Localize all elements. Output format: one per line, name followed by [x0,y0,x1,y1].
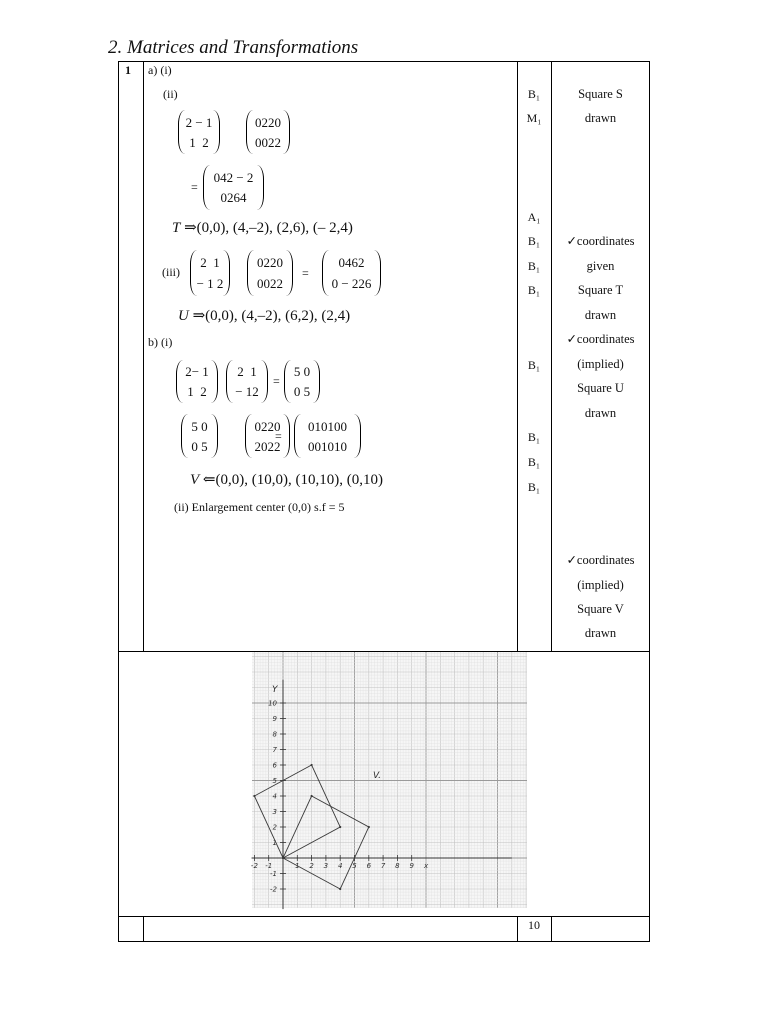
part-b-ii-answer: (ii) Enlargement center (0,0) s.f = 5 [174,500,345,514]
equals-sign: = [273,374,280,388]
bracket-right [283,414,290,458]
table-rule [517,61,518,651]
image-name: U [178,308,189,324]
bracket-right [286,250,293,296]
x-tick-label: 6 [366,862,372,870]
matrix-rows [196,252,224,294]
mark-award: B₁ [527,430,541,444]
table-rule [143,916,144,942]
matrix-rows [253,252,287,294]
x-tick-label: -2 [250,862,258,870]
bracket-right [283,110,290,154]
bracket-right [374,250,381,296]
vertex-point [253,795,255,797]
matrix-row: 1 2 [189,134,209,150]
bracket-right [261,360,268,403]
matrix-row: 0264 [220,190,247,206]
matrix-row: 2022 [254,438,281,454]
matrix-combined [181,414,218,458]
matrix-result-v [294,414,361,458]
coordinates-v [190,471,383,489]
matrix-row: 0 5 [191,438,208,454]
x-tick-label: 7 [380,862,386,870]
y-tick-label: 3 [272,808,277,816]
matrix-transform-a [178,110,220,154]
marker-comment: drawn [584,308,617,322]
marker-comment: ✓coordinates [566,234,635,248]
matrix-rows [300,416,355,456]
marker-comment: Square U [577,381,624,395]
matrix-result-t [203,165,264,210]
matrix-transform-b [190,250,230,296]
marker-comment: (implied) [577,357,624,371]
bracket-right [354,414,361,458]
matrix-rows [252,112,284,152]
vertex-point [339,888,341,890]
page-title: 2. Matrices and Transformations [108,37,359,58]
x-axis-label: x [424,862,429,870]
y-tick-label: 4 [272,792,277,801]
marker-comment: ✓coordinates [566,332,635,346]
matrix-row: 001010 [308,438,347,454]
matrix-square-s [247,250,293,296]
mark-award: B₁ [527,87,541,101]
y-tick-label: 1 [272,839,277,847]
mark-award: B₁ [527,358,541,372]
marker-comment: drawn [584,406,617,420]
mark-award: M₁ [526,111,542,125]
part-label-a-iii: (iii) [162,265,180,279]
matrix-row: 0022 [255,134,281,150]
x-tick-label: 5 [352,862,357,870]
marker-comment: drawn [584,111,617,125]
part-label-b-i: b) (i) [148,335,173,349]
matrix-square-s [245,414,290,458]
matrix-rows [232,362,262,401]
y-tick-label: -2 [270,885,277,894]
marker-comment: Square T [577,283,624,297]
matrix-rows [187,416,212,456]
matrix-rows [209,167,258,208]
y-axis-label: Y [272,685,278,695]
matrix-result-u [322,250,381,296]
y-tick-label: 8 [272,730,277,739]
coordinate-list: ⇒(0,0), (4,–2), (6,2), (2,4) [188,308,351,324]
matrix-row: 2 − 1 [185,114,213,130]
part-label-a-ii: (ii) [163,87,178,101]
vertex-point [282,857,284,859]
x-tick-label: -1 [265,862,273,870]
mark-award: A₁ [527,210,541,224]
matrix-transform-a [176,360,218,403]
matrix-row: 2 1 [200,255,220,270]
matrix-row: 0220 [257,255,283,270]
image-name: V [190,472,200,488]
matrix-row: 010100 [308,418,347,434]
matrix-row: 0022 [257,276,283,291]
matrix-row: 0220 [255,114,281,130]
equals-sign: = [191,180,198,194]
bracket-right [223,250,230,296]
equals-sign: = [302,266,309,280]
matrix-row: 0220 [254,418,281,434]
matrix-row: 5 0 [293,364,311,380]
marker-comment: given [586,259,615,273]
bracket-right [213,110,220,154]
matrix-row: 2 1 [237,364,257,380]
mark-award: B₁ [527,234,541,248]
x-tick-label: 1 [295,862,300,870]
total-marks: 10 [528,918,540,932]
matrix-rows [290,362,314,401]
question-number: 1 [125,63,131,77]
marker-comment: Square S [578,87,623,101]
bracket-right [313,360,320,403]
vertex-point [368,826,370,828]
y-tick-label: 2 [272,823,277,832]
matrix-row: 0 − 226 [331,276,372,291]
matrix-row: 1 2 [187,383,207,399]
x-tick-label: 4 [337,862,343,870]
transformation-graph [252,652,527,908]
vertex-point [339,826,341,828]
x-tick-label: 2 [309,862,314,870]
vertex-point [311,795,313,797]
coordinates-u [178,307,350,325]
y-tick-label: 6 [272,761,277,770]
matrix-rows [328,252,375,294]
bracket-right [257,165,264,210]
table-rule [143,61,144,651]
matrix-rows [184,112,214,152]
coordinate-list: ⇐(0,0), (10,0), (10,10), (0,10) [199,472,383,488]
graph-annotation: V. [373,771,381,781]
matrix-row: − 12 [235,383,259,399]
marker-comment: Square V [577,602,624,616]
bracket-right [211,414,218,458]
coordinate-list: ⇒(0,0), (4,–2), (2,6), (– 2,4) [180,220,353,236]
matrix-row: − 1 2 [196,276,224,291]
marker-comment: ✓coordinates [566,553,635,567]
part-label-a-i: a) (i) [148,63,172,77]
x-tick-label: 8 [395,862,400,870]
mark-award: B₁ [527,259,541,273]
x-tick-label: 3 [323,862,329,870]
matrix-row: 042 − 2 [213,169,254,185]
mark-award: B₁ [527,480,541,494]
y-tick-label: 5 [272,777,277,785]
coordinates-t [172,219,353,237]
mark-award: B₁ [527,455,541,469]
table-rule [118,916,650,917]
y-tick-label: 10 [268,699,277,708]
matrix-row: 0462 [338,255,365,270]
matrix-row: 0 5 [293,383,311,399]
x-tick-label: 9 [409,862,414,870]
matrix-row: 5 0 [191,418,208,434]
matrix-row: 2− 1 [185,364,209,380]
image-name: T [172,220,181,236]
y-tick-label: -1 [270,870,277,878]
matrix-combined [284,360,320,403]
marker-comment: (implied) [577,578,624,592]
table-rule [551,916,552,942]
matrix-square-s [246,110,290,154]
y-tick-label: 7 [272,746,277,754]
y-tick-label: 9 [272,715,277,723]
mark-award: B₁ [527,283,541,297]
equals-sign: = [275,429,282,443]
matrix-rows [182,362,212,401]
bracket-right [211,360,218,403]
marker-comment: drawn [584,626,617,640]
vertex-point [311,764,313,766]
matrix-transform-b [226,360,268,403]
